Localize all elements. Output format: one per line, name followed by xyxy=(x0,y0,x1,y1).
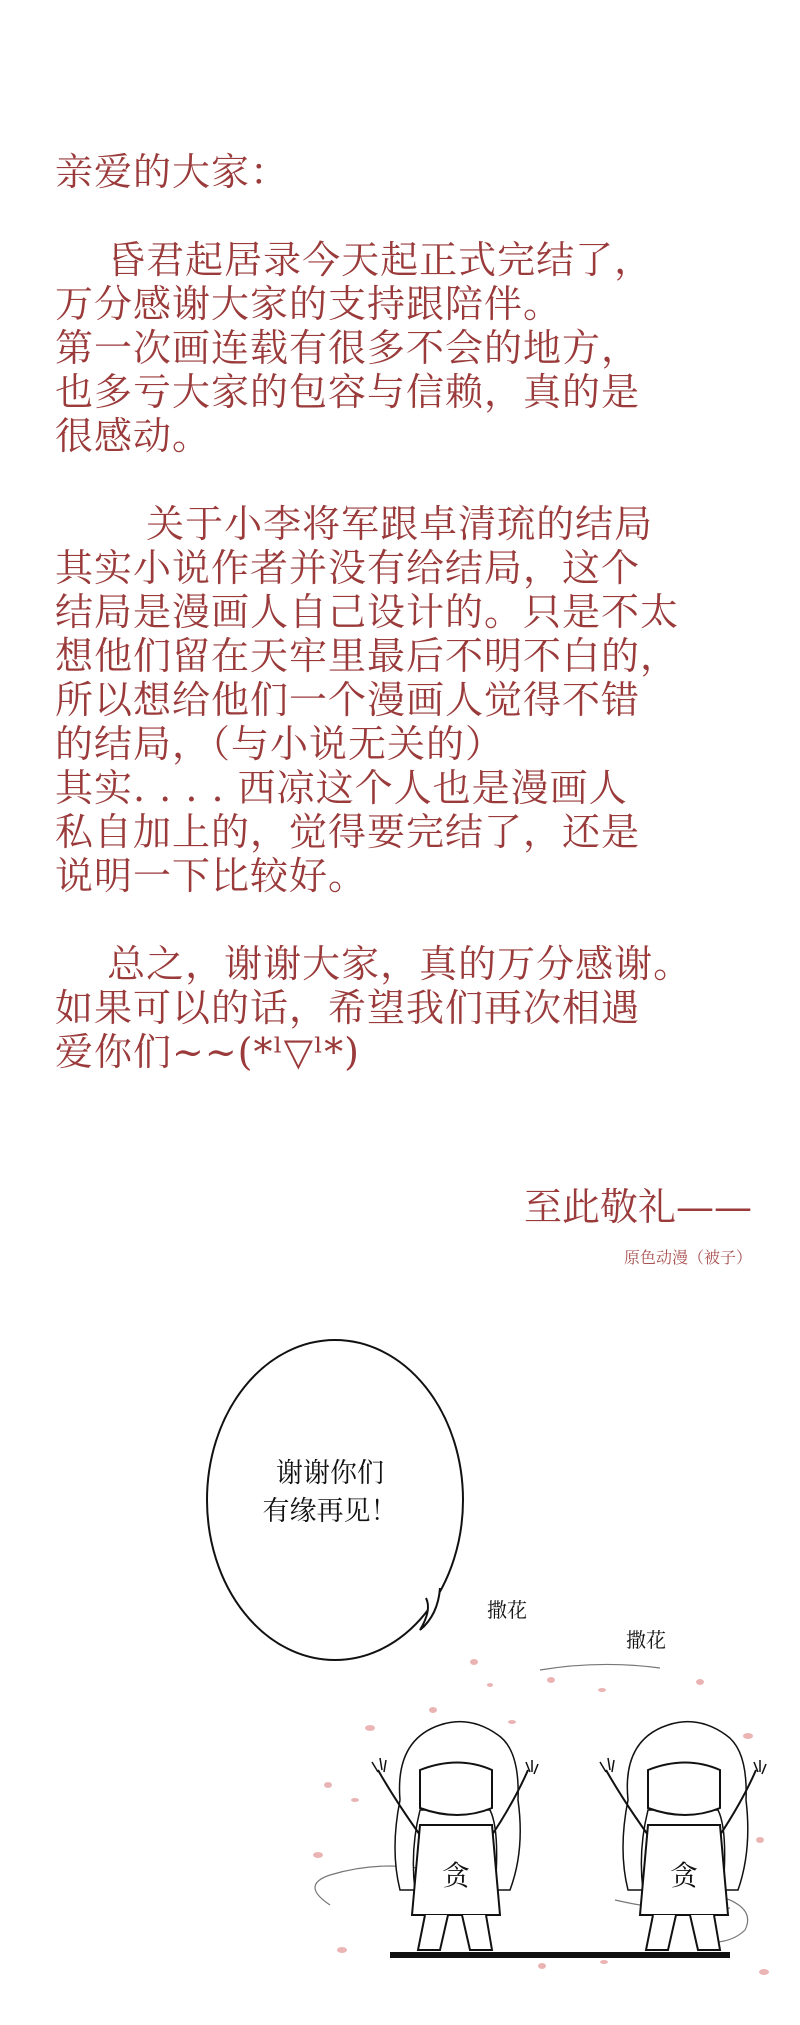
letter-line: 所以想给他们一个漫画人觉得不错 xyxy=(55,678,641,722)
paragraph-gap xyxy=(55,898,755,942)
letter-salutation: 亲爱的大家： xyxy=(55,150,290,194)
letter-line: 结局是漫画人自己设计的。只是不太 xyxy=(55,590,680,634)
letter-body xyxy=(55,150,755,1074)
shirt-glyph-left: 贪 xyxy=(441,1859,471,1892)
chibi-character-left xyxy=(372,1722,538,1950)
letter-line: 很感动。 xyxy=(55,414,212,458)
paragraph-gap xyxy=(55,194,755,238)
letter-line: 昏君起居录今天起正式完结了， xyxy=(55,238,654,282)
letter-line: 关于小李将军跟卓清琉的结局 xyxy=(55,502,654,546)
letter-line: 万分感谢大家的支持跟陪伴。 xyxy=(55,282,563,326)
chibi-character-right xyxy=(600,1722,766,1950)
speech-bubble-text xyxy=(250,1455,410,1531)
letter-line: 其实. . . . 西凉这个人也是漫画人 xyxy=(55,766,628,810)
letter-line: 爱你们~~(*ˡ▽ˡ*) xyxy=(55,1030,360,1074)
letter-line: 想他们留在天牢里最后不明不白的， xyxy=(55,634,680,678)
comic-illustration xyxy=(0,1330,800,2025)
letter-line: 说明一下比较好。 xyxy=(55,854,368,898)
paragraph-gap xyxy=(55,458,755,502)
signature: 至此敬礼—— xyxy=(523,1185,752,1229)
shirt-glyph-right: 贪 xyxy=(669,1859,699,1892)
sfx-scatter-flowers: 撒花 xyxy=(626,1628,666,1652)
letter-line: 的结局，（与小说无关的） xyxy=(55,722,505,766)
letter-line: 其实小说作者并没有给结局，这个 xyxy=(55,546,641,590)
sfx-scatter-flowers: 撒花 xyxy=(487,1598,527,1622)
letter-line: 总之，谢谢大家，真的万分感谢。 xyxy=(55,942,693,986)
bubble-line: 有缘再见！ xyxy=(262,1496,398,1527)
ground-bar xyxy=(390,1952,730,1958)
byline: 原色动漫（被子） xyxy=(623,1248,752,1267)
letter-line: 私自加上的，觉得要完结了，还是 xyxy=(55,810,641,854)
bubble-line: 谢谢你们 xyxy=(276,1458,384,1489)
letter-line: 也多亏大家的包容与信赖，真的是 xyxy=(55,370,641,414)
letter-line: 如果可以的话，希望我们再次相遇 xyxy=(55,986,641,1030)
letter-line: 第一次画连载有很多不会的地方， xyxy=(55,326,641,370)
